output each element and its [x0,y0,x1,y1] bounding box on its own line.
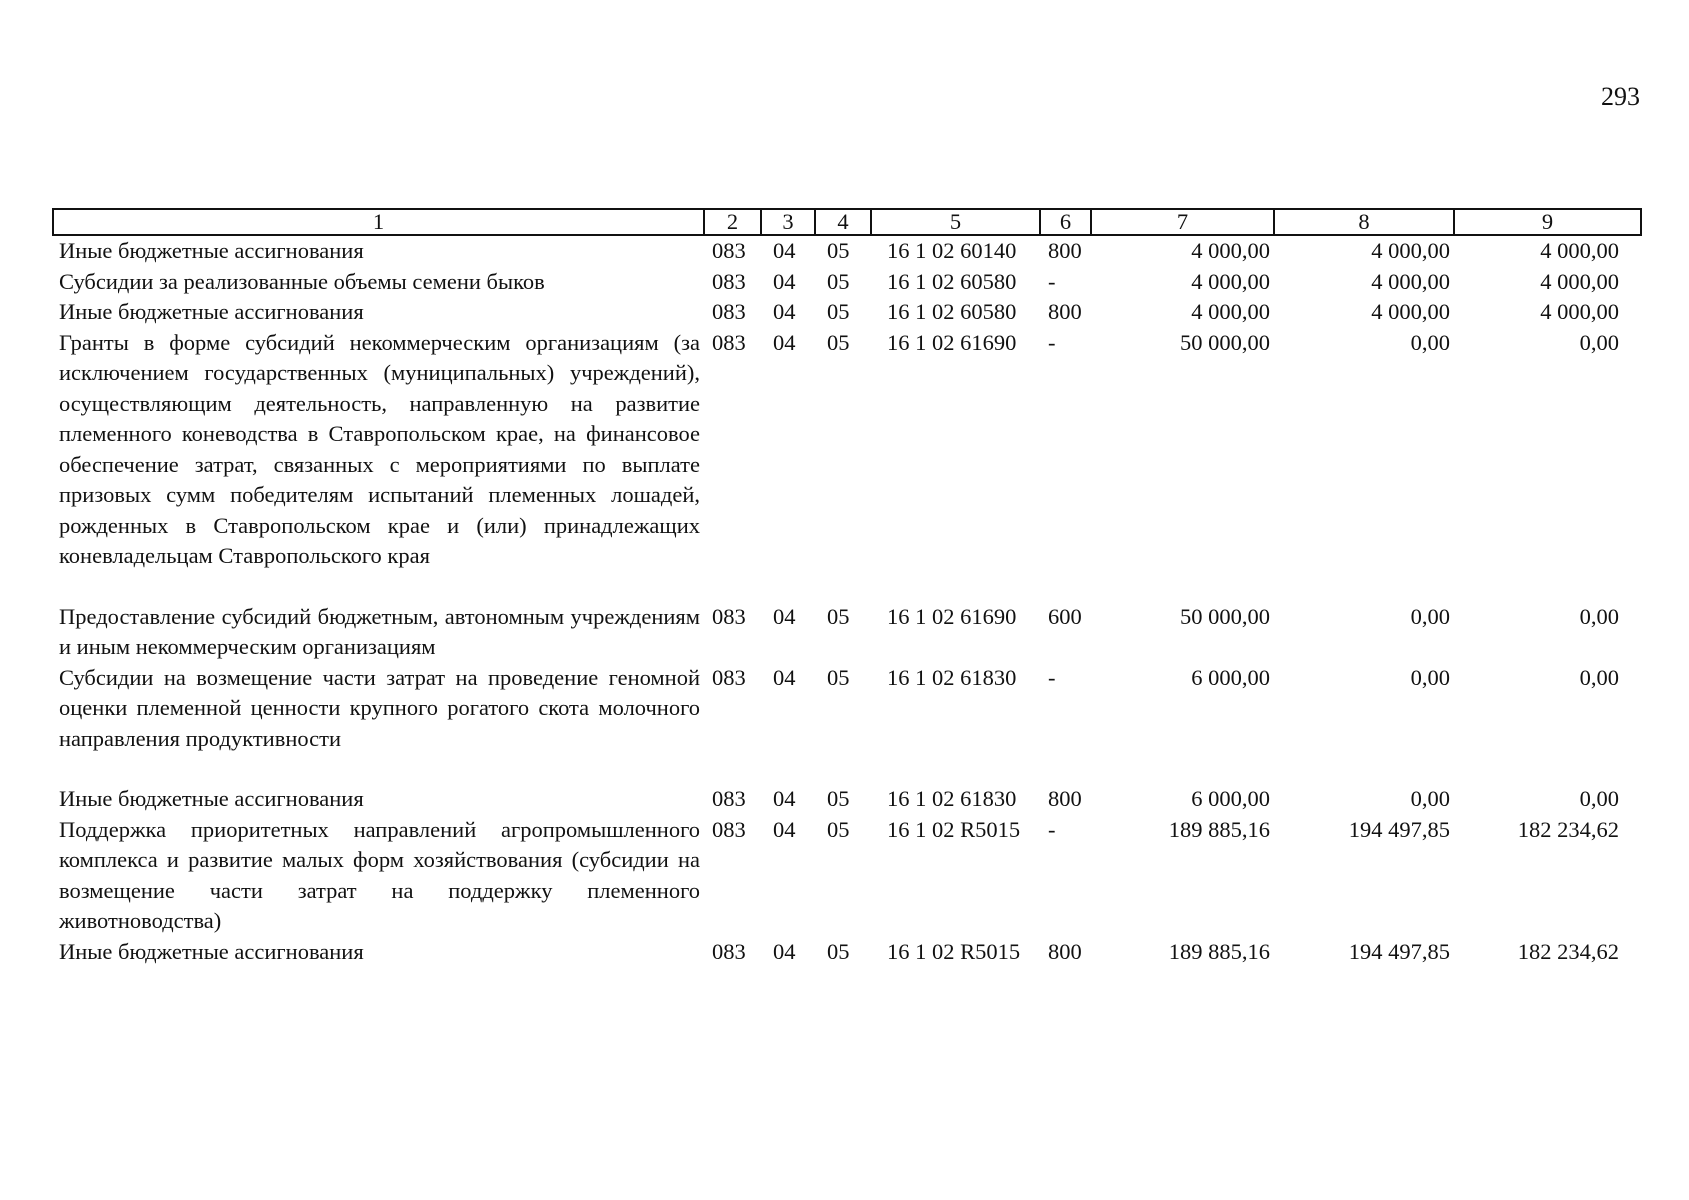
table-row [53,328,1641,602]
row-amount-col8: 0,00 [1410,329,1450,355]
row-amount-col9: 182 234,62 [1517,816,1619,842]
row-amount-col7: 189 885,16 [1168,816,1270,842]
row-code-section: 04 [773,238,796,263]
row-amount-col8: 4 000,00 [1371,268,1450,294]
budget-table [52,208,1642,967]
row-code-section: 04 [773,664,796,690]
row-code-subsection: 05 [827,268,850,294]
row-code-section: 04 [773,603,796,629]
row-code-section: 04 [773,329,796,355]
table-row [53,663,1641,785]
row-code-target-article: 16 1 02 R5015 [887,816,1021,842]
row-amount-col8: 0,00 [1410,786,1450,811]
table-row [53,784,1641,815]
row-code-target-article: 16 1 02 61690 [887,603,1017,629]
row-code-ministry: 083 [712,268,746,294]
row-code-ministry: 083 [712,786,746,811]
row-code-subsection: 05 [827,938,850,964]
header-cell-9: 9 [1454,209,1641,235]
row-amount-col8: 0,00 [1410,664,1450,690]
row-amount-col7: 6 000,00 [1191,664,1270,690]
row-code-section: 04 [773,268,796,294]
row-name: Иные бюджетные ассигнования [59,238,364,263]
row-code-subsection: 05 [827,603,850,629]
row-code-expense-type: - [1048,664,1056,690]
row-code-subsection: 05 [827,664,850,690]
row-name: Предоставление субсидий бюджетным, автономным учреждениям и иным некоммерческим организациям [59,603,700,659]
row-amount-col7: 189 885,16 [1168,938,1270,964]
row-code-target-article: 16 1 02 60580 [887,299,1017,324]
row-amount-col9: 4 000,00 [1540,238,1619,263]
row-code-subsection: 05 [827,816,850,842]
header-cell-1: 1 [53,209,704,235]
table-row [53,235,1641,267]
row-name: Иные бюджетные ассигнования [59,938,364,964]
table-row [53,297,1641,328]
row-code-expense-type: - [1048,329,1056,355]
row-amount-col9: 0,00 [1579,664,1619,690]
row-amount-col7: 6 000,00 [1191,786,1270,811]
row-amount-col9: 0,00 [1579,786,1619,811]
header-cell-7: 7 [1091,209,1274,235]
row-code-expense-type: 800 [1048,238,1082,263]
row-code-ministry: 083 [712,664,746,690]
row-amount-col7: 4 000,00 [1191,299,1270,324]
row-code-target-article: 16 1 02 R5015 [887,938,1021,964]
header-row [53,209,1641,235]
row-code-subsection: 05 [827,786,850,811]
row-amount-col7: 50 000,00 [1180,603,1270,629]
row-name: Иные бюджетные ассигнования [59,299,364,324]
row-amount-col8: 194 497,85 [1348,816,1450,842]
header-cell-5: 5 [871,209,1040,235]
row-code-target-article: 16 1 02 61830 [887,664,1017,690]
table-row [53,602,1641,663]
row-amount-col7: 4 000,00 [1191,268,1270,294]
row-code-target-article: 16 1 02 61690 [887,329,1017,355]
row-code-ministry: 083 [712,938,746,964]
row-amount-col9: 4 000,00 [1540,299,1619,324]
row-code-expense-type: - [1048,816,1056,842]
row-amount-col8: 4 000,00 [1371,299,1450,324]
row-code-ministry: 083 [712,299,746,324]
row-amount-col8: 0,00 [1410,603,1450,629]
row-code-section: 04 [773,938,796,964]
header-cell-6: 6 [1040,209,1091,235]
row-code-expense-type: 800 [1048,299,1082,324]
header-cell-3: 3 [761,209,815,235]
row-amount-col7: 50 000,00 [1180,329,1270,355]
row-name: Субсидии на возмещение части затрат на проведение геномной оценки племенной ценности крупного рогатого скота молочного направления продуктивности [59,664,700,751]
row-amount-col7: 4 000,00 [1191,238,1270,263]
row-amount-col9: 182 234,62 [1517,938,1619,964]
table-row [53,937,1641,968]
header-cell-8: 8 [1274,209,1454,235]
row-code-target-article: 16 1 02 60140 [887,238,1017,263]
table-row [53,267,1641,298]
row-code-subsection: 05 [827,329,850,355]
row-amount-col8: 4 000,00 [1371,238,1450,263]
row-amount-col9: 0,00 [1579,329,1619,355]
row-code-expense-type: - [1048,268,1056,294]
header-cell-2: 2 [704,209,761,235]
header-cell-4: 4 [815,209,871,235]
row-code-target-article: 16 1 02 61830 [887,786,1017,811]
row-amount-col9: 4 000,00 [1540,268,1619,294]
page-number: 293 [1601,82,1640,111]
row-name: Поддержка приоритетных направлений агропромышленного комплекса и развитие малых форм хозяйствования (субсидии на возмещение части затрат на поддержку племенного животноводства) [59,816,700,933]
row-code-ministry: 083 [712,816,746,842]
row-code-section: 04 [773,299,796,324]
row-code-subsection: 05 [827,299,850,324]
row-code-section: 04 [773,786,796,811]
row-code-expense-type: 800 [1048,786,1082,811]
row-code-subsection: 05 [827,238,850,263]
row-amount-col8: 194 497,85 [1348,938,1450,964]
table-row [53,815,1641,937]
row-code-ministry: 083 [712,329,746,355]
row-code-target-article: 16 1 02 60580 [887,268,1017,294]
row-name: Гранты в форме субсидий некоммерческим организациям (за исключением государственных (муниципальных) учреждений), осуществляющим деятельность, направленную на развитие племенного коневодства в Ставропольском крае, на финансовое обеспечение затрат, связанных с мероприятиями по выплате призовых сумм победителям испытаний племенных лошадей, рожденных в Ставропольском крае и (или) принадлежащих коневладельцам Ставропольского края [59,329,700,568]
row-code-expense-type: 800 [1048,938,1082,964]
row-code-expense-type: 600 [1048,603,1082,629]
row-code-ministry: 083 [712,603,746,629]
row-amount-col9: 0,00 [1579,603,1619,629]
row-code-section: 04 [773,816,796,842]
row-name: Иные бюджетные ассигнования [59,786,364,811]
row-name: Субсидии за реализованные объемы семени быков [59,268,545,294]
row-code-ministry: 083 [712,238,746,263]
